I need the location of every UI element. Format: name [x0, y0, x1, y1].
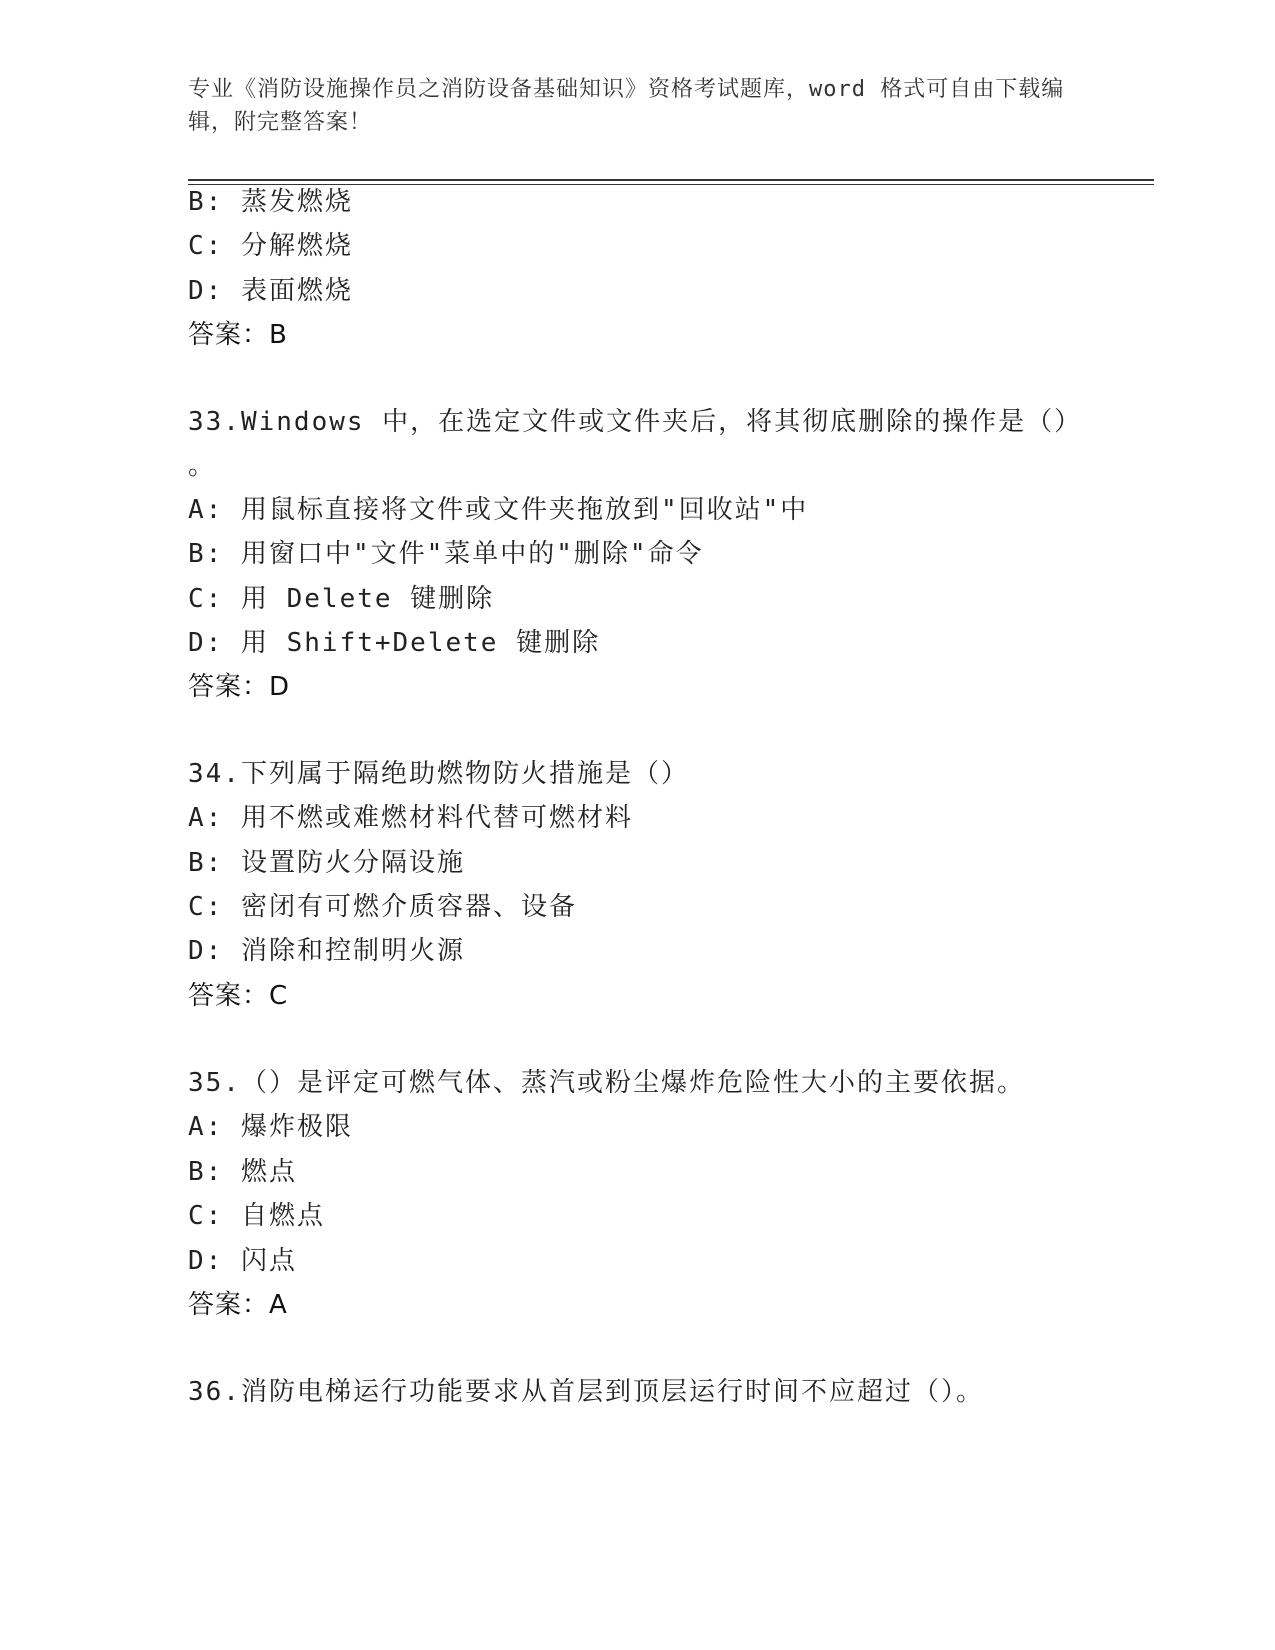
answer: 答案：B [188, 320, 288, 350]
question-stem-continuation: 。 [188, 451, 217, 481]
option-c: C: 密闭有可燃介质容器、设备 [188, 892, 577, 922]
option-c: C: 用 Delete 键删除 [188, 584, 495, 614]
option-d: D: 闪点 [188, 1246, 297, 1276]
answer: 答案：C [188, 981, 289, 1011]
answer: 答案：A [188, 1290, 288, 1320]
question-stem: 35.（）是评定可燃气体、蒸汽或粉尘爆炸危险性大小的主要依据。 [188, 1068, 1025, 1098]
option-b: B: 设置防火分隔设施 [188, 848, 465, 878]
option-b: B: 燃点 [188, 1157, 297, 1187]
page-header: 专业《消防设施操作员之消防设备基础知识》资格考试题库，word 格式可自由下载编辑，附完整答案！ [188, 77, 1065, 135]
option-b: B: 蒸发燃烧 [188, 187, 353, 217]
option-c: C: 自燃点 [188, 1201, 325, 1231]
question-stem: 34.下列属于隔绝助燃物防火措施是（） [188, 759, 689, 789]
option-c: C: 分解燃烧 [188, 231, 353, 261]
header-divider [188, 179, 1154, 185]
option-a: A: 用鼠标直接将文件或文件夹拖放到"回收站"中 [188, 495, 809, 525]
option-a: A: 爆炸极限 [188, 1112, 353, 1142]
option-b: B: 用窗口中"文件"菜单中的"删除"命令 [188, 539, 704, 569]
question-stem: 36.消防电梯运行功能要求从首层到顶层运行时间不应超过（）。 [188, 1377, 984, 1407]
option-d: D: 用 Shift+Delete 键删除 [188, 628, 601, 658]
option-d: D: 消除和控制明火源 [188, 936, 465, 966]
answer: 答案：D [188, 672, 291, 702]
option-a: A: 用不燃或难燃材料代替可燃材料 [188, 803, 633, 833]
option-d: D: 表面燃烧 [188, 276, 353, 306]
question-stem: 33.Windows 中，在选定文件或文件夹后，将其彻底删除的操作是（） [188, 407, 1083, 437]
